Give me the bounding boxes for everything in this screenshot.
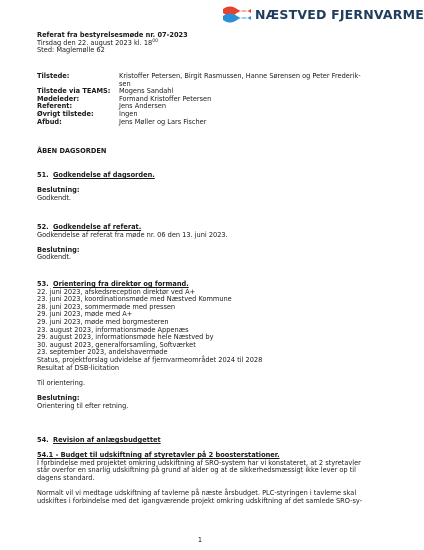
paragraph: Normalt vil vi medtage udskiftning af tavlerne på næste årsbudget. PLC-styringen i tavlerne skal udskiftes i forbindelse med det igangværende projekt omkring udskiftning af det samlede SRO-sy- — [37, 489, 363, 505]
section-51-heading: 51. Godkendelse af dagsorden. — [37, 171, 155, 179]
section-52: 52. Godkendelse af referat. Godkendelse af referat fra møde nr. 06 den 13. juni 2023. Beslutning: Godkendt. — [37, 224, 377, 262]
section-53-heading: 53. Orientering fra direktør og formand. — [37, 280, 189, 288]
list-item: 23. august 2023, informationsmøde Appenæs — [37, 325, 189, 334]
wave-logo-icon — [222, 4, 252, 24]
open-agenda-heading: ÅBEN DAGSORDEN — [37, 147, 107, 155]
list-item: 29. juni 2023, møde med A+ — [37, 310, 133, 319]
section-54 — [37, 437, 377, 505]
document-header — [37, 32, 377, 55]
list-item: 29. august 2023, informationsmøde hele Næstved by — [37, 333, 214, 342]
document-title: Referat fra bestyrelsesmøde nr. 07-2023 — [37, 31, 188, 39]
list-item: Status, projektforslag udvidelse af fjernvarmeområdet 2024 til 2028 — [37, 355, 263, 364]
meta-row-absent: Afbud: Jens Møller og Lars Fischer — [37, 117, 207, 126]
section-52-heading: 52. Godkendelse af referat. — [37, 223, 142, 231]
list-item: 23. september 2023, andelshavermøde — [37, 348, 168, 357]
section-51: 51. Godkendelse af dagsorden. Beslutning: Godkendt. — [37, 172, 377, 202]
page-number: 1 — [197, 536, 203, 544]
meta-row-chair: Mødeleder: Formand Kristoffer Petersen — [37, 94, 212, 103]
meta-row-secretary: Referent: Jens Andersen — [37, 102, 167, 111]
meeting-date: Tirsdag den 22. august 2023 kl. $18^{00}$ — [37, 38, 158, 47]
attendance-block — [37, 73, 377, 126]
list-item: 29. juni 2023, møde med borgmesteren — [37, 317, 169, 326]
list-item: 22. juni 2023, afskedsreception direktør ved A+ — [37, 287, 196, 296]
section-54-1-heading: 54.1 - Budget til udskiftning af styretavler på 2 boosterstationer. — [37, 451, 280, 460]
meta-row-others: Øvrigt tilstede: Ingen — [37, 109, 138, 118]
meta-row-teams: Tilstede via TEAMS: Mogens Sandahl — [37, 87, 174, 96]
section-53: 53. Orientering fra direktør og formand. 22. juni 2023, afskedsreception direktør ved A+ 23. juni 2023, koordinationsmøde med Næstved Kommune 28. juni 2023, sommermøde med pressen 29. juni 2023, møde med A+ 29. juni 2023, møde med borgmesteren 23. august 2023, informationsmøde Appenæs 29. august 2023, informationsmøde hele Næstved by 30. august 2023, generalforsamling, Softværket 23. september 2023, andelshavermøde Status, projektforslag udvidelse af fjernvarmeområdet 2024 til 2028 Resultat af DSB-licitation Til orientering. Beslutning: Orientering til efter retning. — [37, 281, 377, 410]
list-item: 28. juni 2023, sommermøde med pressen — [37, 302, 176, 311]
paragraph: I forbindelse med projektet omkring udskiftning af SRO-system har vi konstateret, at 2 styretavler står overfor en snarlig udskiftning på grund af alder og at de sikkerhedsmæssigt ikke lever op til dagens standard. — [37, 458, 361, 482]
list-item: 23. juni 2023, koordinationsmøde med Næstved Kommune — [37, 295, 232, 304]
meta-row-present: Tilstede: Kristoffer Petersen, Birgit Rasmussen, Hanne Sørensen og Peter Frederik- sen — [37, 72, 361, 88]
list-item: Resultat af DSB-licitation — [37, 363, 120, 372]
section-54-heading: 54. Revision af anlægsbudgettet — [37, 436, 161, 444]
logo-text: NÆSTVED FJERNVARME — [255, 6, 424, 22]
meeting-place: Sted: Maglemølle 62 — [37, 46, 105, 55]
list-item: 30. august 2023, generalforsamling, Softværket — [37, 340, 196, 349]
orientation-list — [37, 289, 377, 373]
company-logo — [222, 3, 424, 25]
